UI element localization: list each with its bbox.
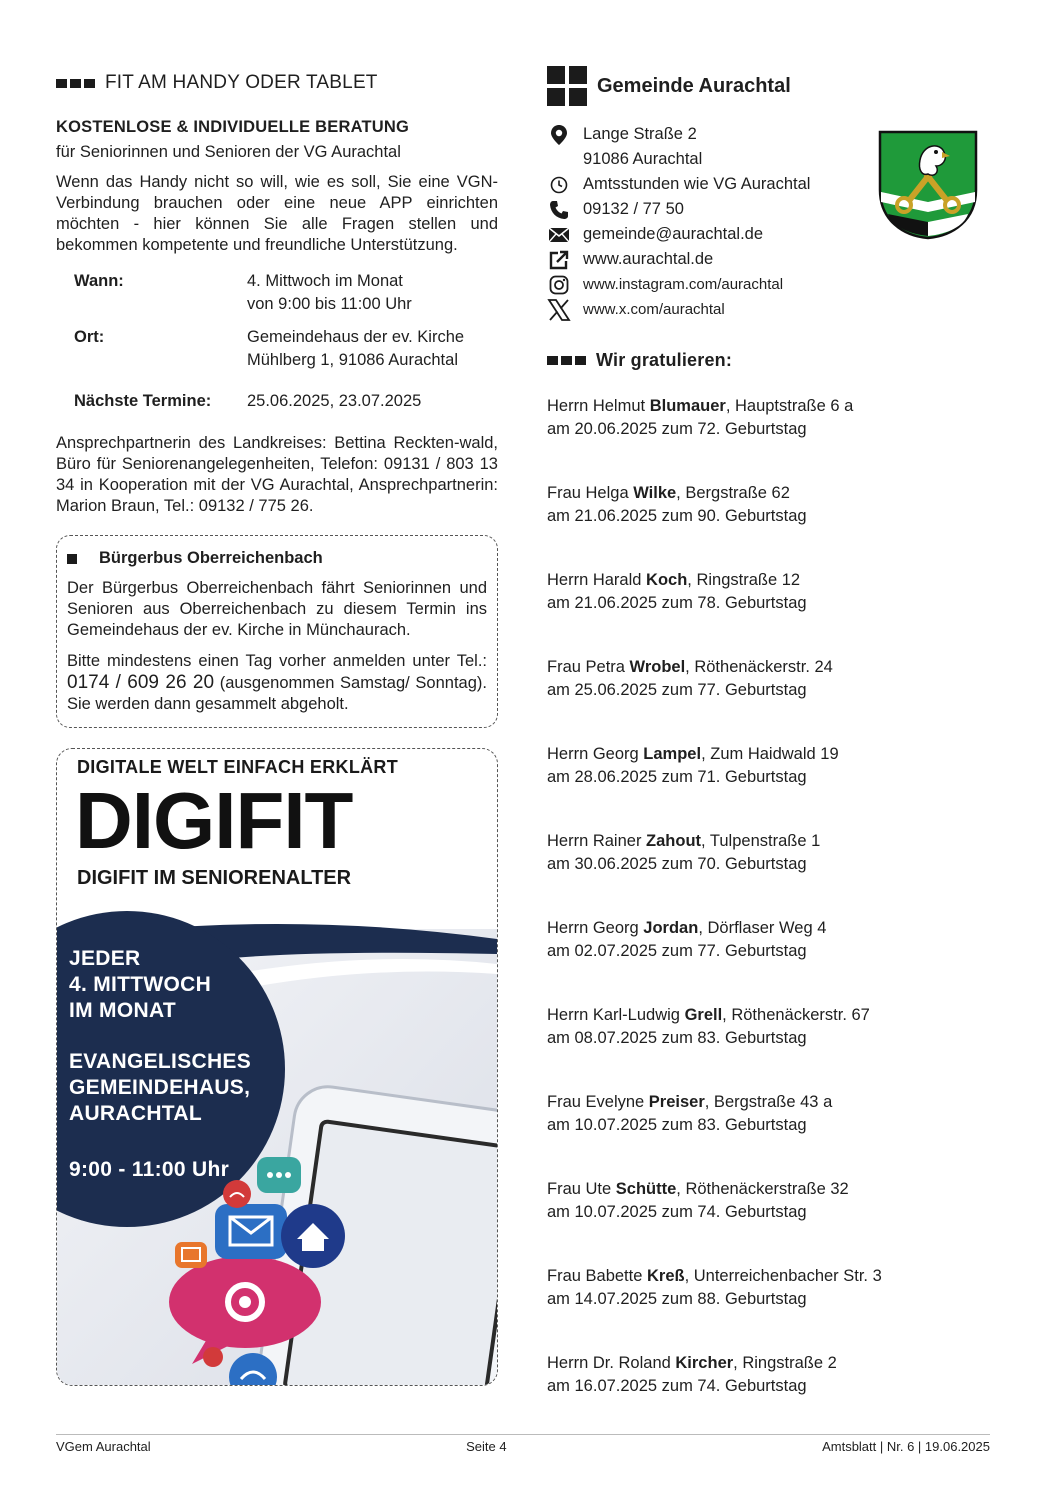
list-item: Frau Evelyne Preiser, Bergstraße 43 a am 10.07.2025 zum 83. Geburtstag: [547, 1093, 833, 1134]
orange-mail-bubble: [175, 1242, 207, 1268]
flyer-when-line: 4. MITTWOCH: [69, 973, 212, 996]
bus-title: Bürgerbus Oberreichenbach: [99, 549, 323, 567]
intro-paragraph: Wenn das Handy nicht so will, wie es soll, Sie eine VGN-Verbindung brauchen oder eine neue APP einrichten möchten - hier können Sie alle Fragen stellen und bekommen kompetente und freundliche Unterstützung.: [56, 173, 498, 254]
buergerbus-box: [56, 535, 498, 728]
gemeinde-name: Gemeinde Aurachtal: [597, 74, 791, 97]
contact-text: Lange Straße 2: [583, 125, 697, 143]
flyer-tagline: DIGITALE WELT EINFACH ERKLÄRT: [77, 757, 399, 777]
info-row-dates: [74, 390, 498, 413]
digifit-flyer: [56, 748, 498, 1386]
flyer-when-line: JEDER: [69, 947, 141, 970]
footer-left: VGem Aurachtal: [56, 1439, 151, 1454]
section-header: [56, 72, 498, 94]
phone-icon: [547, 199, 571, 221]
mail-icon: [547, 224, 571, 246]
left-column: [56, 72, 498, 1386]
blue-mail-bubble: [215, 1204, 287, 1259]
squares-icon: [56, 79, 95, 88]
flyer-time: 9:00 - 11:00 Uhr: [69, 1158, 230, 1181]
contact-x[interactable]: [547, 297, 987, 322]
list-item: Herrn Helmut Blumauer, Hauptstraße 6 a am 20.06.2025 zum 72. Geburtstag: [547, 397, 854, 438]
flyer-when-line: IM MONAT: [69, 999, 176, 1022]
birthday-list: [547, 395, 987, 1398]
x-link[interactable]: www.x.com/aurachtal: [583, 301, 725, 318]
squares-icon: [547, 356, 586, 365]
instagram-link[interactable]: www.instagram.com/aurachtal: [583, 276, 784, 293]
info-row-where: [74, 326, 498, 372]
external-link-icon: [547, 249, 571, 271]
subtitle: KOSTENLOSE & INDIVIDUELLE BERATUNG: [56, 118, 410, 136]
flyer-brand: DIGIFIT: [75, 776, 353, 865]
info-value: 4. Mittwoch im Monat: [247, 272, 403, 290]
subtitle-line: für Seniorinnen und Senioren der VG Aurachtal: [56, 143, 401, 161]
instagram-icon: [547, 274, 571, 296]
info-value: Gemeindehaus der ev. Kirche: [247, 328, 465, 346]
teal-chat-bubble: [257, 1157, 301, 1193]
list-item: Frau Babette Kreß, Unterreichenbacher Str. 3 am 14.07.2025 zum 88. Geburtstag: [547, 1267, 882, 1308]
clock-icon: [547, 174, 571, 196]
list-item: Frau Ute Schütte, Röthenäckerstraße 32 am 10.07.2025 zum 74. Geburtstag: [547, 1180, 849, 1221]
list-item: Frau Petra Wrobel, Röthenäckerstr. 24 am 25.06.2025 zum 77. Geburtstag: [547, 658, 833, 699]
location-pin-icon: [547, 124, 571, 146]
contact-text: Amtsstunden wie VG Aurachtal: [583, 175, 811, 193]
bus-text: Bitte mindestens einen Tag vorher anmelden unter Tel.:: [67, 652, 487, 670]
info-label: Wann:: [74, 272, 124, 290]
square-bullet-icon: [67, 554, 77, 564]
small-red-bubble: [203, 1347, 223, 1367]
gemeinde-header: [547, 66, 987, 106]
right-column: [547, 66, 987, 1398]
info-row-when: [74, 270, 498, 316]
bus-phone: 0174 / 609 26 20: [67, 672, 215, 693]
list-item: Herrn Harald Koch, Ringstraße 12 am 21.06.2025 zum 78. Geburtstag: [547, 571, 807, 612]
bus-paragraph-1: Der Bürgerbus Oberreichenbach fährt Seniorinnen und Senioren aus Oberreichenbach zu diesem Termin ins Gemeindehaus der ev. Kirche in Münchaurach.: [67, 579, 487, 639]
list-item: Herrn Karl-Ludwig Grell, Röthenäckerstr. 67 am 08.07.2025 zum 83. Geburtstag: [547, 1006, 870, 1047]
footer-page-number: Seite 4: [466, 1439, 507, 1454]
list-item: Frau Helga Wilke, Bergstraße 62 am 21.06.2025 zum 90. Geburtstag: [547, 484, 807, 525]
list-item: Herrn Rainer Zahout, Tulpenstraße 1 am 30.06.2025 zum 70. Geburtstag: [547, 832, 821, 873]
red-wifi-bubble: [223, 1180, 251, 1208]
contact-paragraph: Ansprechpartnerin des Landkreises: Bettina Reckten-wald, Büro für Seniorenangelegenheiten, Telefon: 09131 / 803 13 34 in Kooperation mit der VG Aurachtal, Ansprechpartnerin: Marion Braun, Tel.: 09132 / 775 26.: [56, 434, 498, 515]
bus-paragraph-2: [67, 651, 487, 715]
flyer-when: [69, 946, 211, 1024]
website-link[interactable]: www.aurachtal.de: [583, 250, 714, 268]
bus-text: (ausgenommen Samstag/ Sonntag). Sie werden dann gesammelt abgeholt.: [67, 674, 487, 713]
info-label: Nächste Termine:: [74, 392, 212, 410]
info-value: Mühlberg 1, 91086 Aurachtal: [247, 351, 458, 369]
congrats-header: [547, 350, 987, 371]
flyer-where-line: AURACHTAL: [69, 1102, 202, 1125]
info-value: von 9:00 bis 11:00 Uhr: [247, 295, 412, 313]
contact-text: 91086 Aurachtal: [583, 150, 703, 168]
email-link[interactable]: gemeinde@aurachtal.de: [583, 225, 764, 243]
list-item: Herrn Georg Jordan, Dörflaser Weg 4 am 02.07.2025 zum 77. Geburtstag: [547, 919, 827, 960]
flyer-subtitle: DIGIFIT IM SENIORENALTER: [77, 867, 352, 889]
aurachtal-crest-icon: [878, 130, 978, 240]
flyer-where: [69, 1049, 251, 1127]
section-title: FIT AM HANDY ODER TABLET: [105, 72, 378, 93]
navy-home-bubble: [281, 1204, 345, 1268]
x-logo-icon: [547, 299, 571, 321]
list-item: Herrn Georg Lampel, Zum Haidwald 19 am 28.06.2025 zum 71. Geburtstag: [547, 745, 839, 786]
info-label: Ort:: [74, 328, 105, 346]
contact-instagram[interactable]: [547, 272, 987, 297]
bus-title-row: [67, 549, 487, 568]
flyer-where-line: GEMEINDEHAUS,: [69, 1076, 251, 1099]
info-table: [74, 270, 498, 413]
list-item: Herrn Dr. Roland Kircher, Ringstraße 2 am 16.07.2025 zum 74. Geburtstag: [547, 1354, 837, 1395]
contact-text: 09132 / 77 50: [583, 200, 684, 218]
congrats-title: Wir gratulieren:: [596, 350, 733, 370]
footer-right: Amtsblatt | Nr. 6 | 19.06.2025: [822, 1439, 990, 1454]
info-value: 25.06.2025, 23.07.2025: [247, 392, 422, 410]
gemeinde-logo-icon: [547, 66, 587, 106]
contact-website[interactable]: [547, 247, 987, 272]
page-footer: [56, 1434, 990, 1454]
flyer-where-line: EVANGELISCHES: [69, 1050, 252, 1073]
